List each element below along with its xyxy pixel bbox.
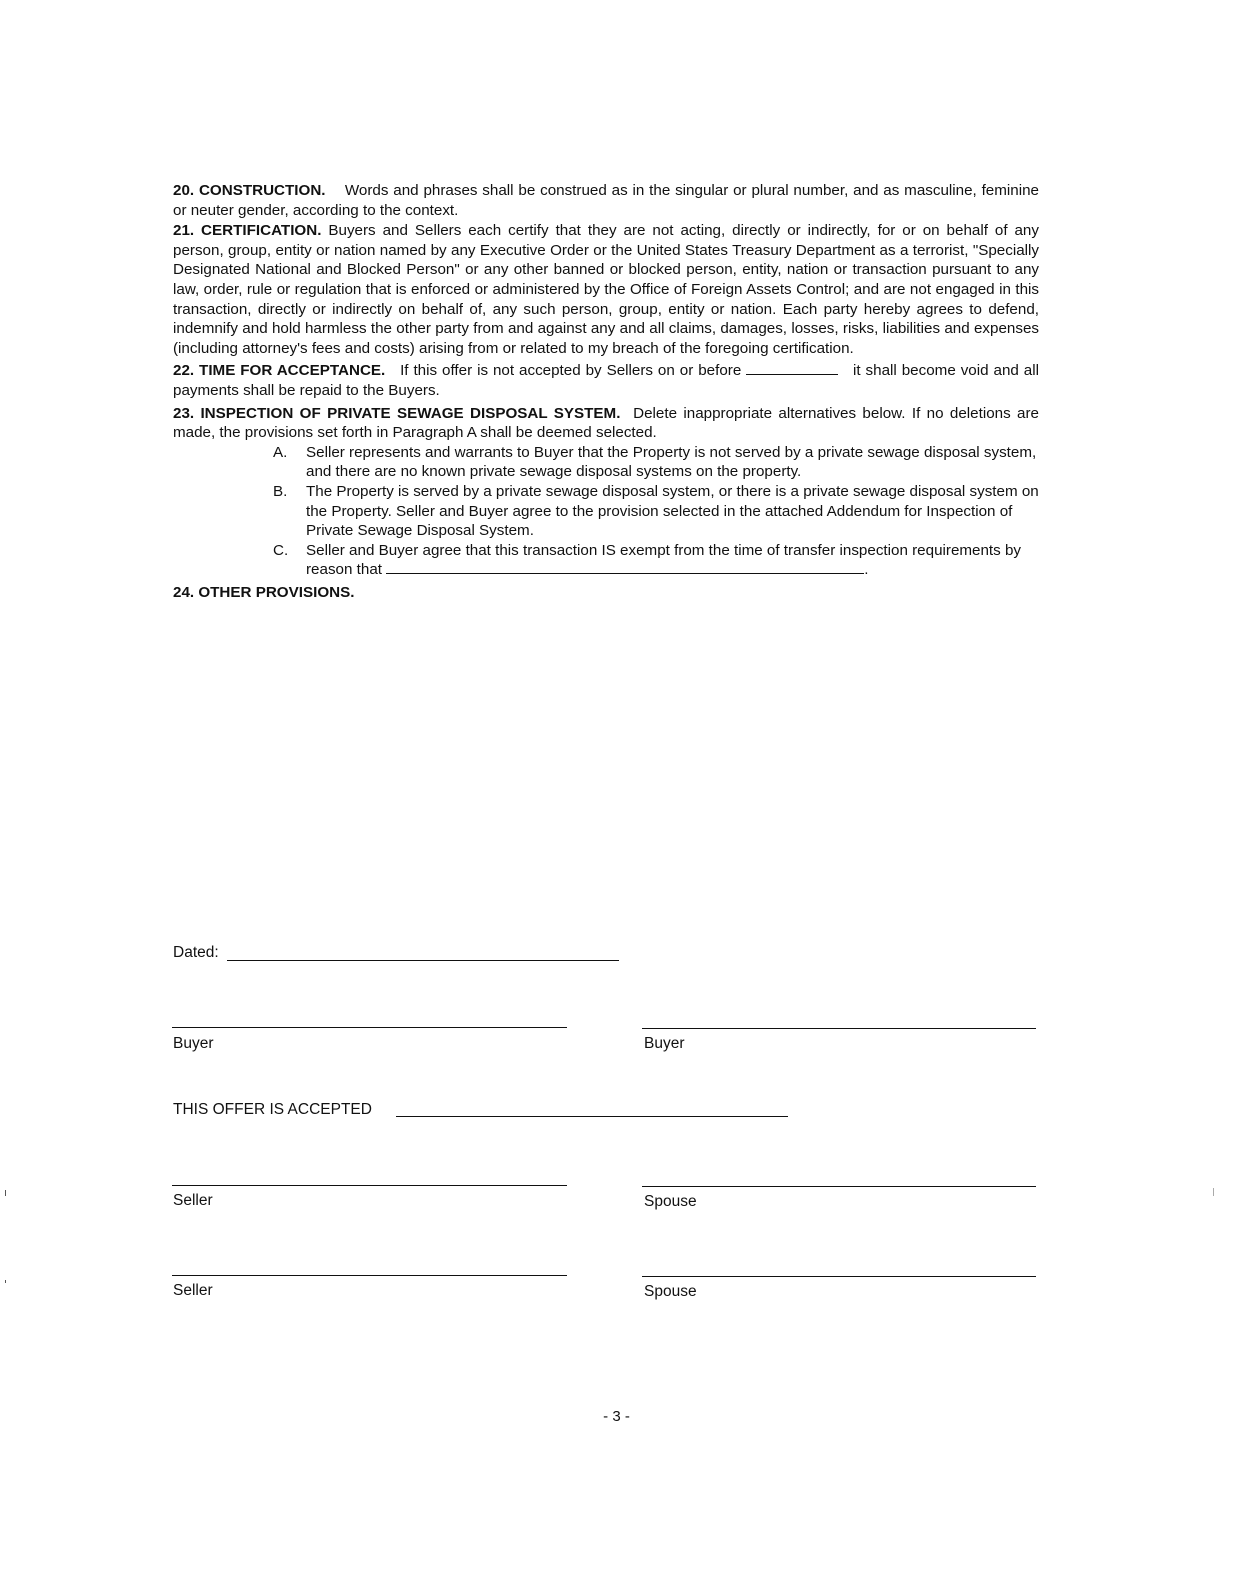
scan-artifact-left <box>5 1190 6 1196</box>
section-24 <box>173 583 1039 603</box>
dated-signature-line[interactable] <box>227 960 619 961</box>
seller-1-label: Seller <box>173 1192 213 1209</box>
seller-2-label: Seller <box>173 1282 213 1299</box>
section-22 <box>173 361 1039 400</box>
dated-label: Dated: <box>173 944 219 961</box>
section-20-text: Words and phrases shall be construed as in the singular or plural number, and as masculine, feminine or neuter gender, according to the context. <box>173 182 1039 219</box>
section-21 <box>173 221 1039 358</box>
contract-body <box>173 181 1039 602</box>
buyer-left-label: Buyer <box>173 1035 214 1052</box>
sewage-alternatives-list <box>173 443 1039 580</box>
sewage-alternative-c <box>273 541 1039 580</box>
sewage-alternative-b <box>273 482 1039 541</box>
alternative-letter: C. <box>273 541 289 559</box>
spouse-2-signature-line[interactable] <box>642 1276 1036 1277</box>
section-23 <box>173 404 1039 443</box>
buyer-right-signature-line[interactable] <box>642 1028 1036 1029</box>
exemption-reason-blank[interactable] <box>386 561 864 574</box>
alternative-c-content <box>306 541 1039 580</box>
seller-2-signature-line[interactable] <box>172 1275 567 1276</box>
section-22-text-before: If this offer is not accepted by Sellers on or before <box>400 362 742 380</box>
acceptance-date-blank[interactable] <box>746 362 838 375</box>
accepted-signature-line[interactable] <box>396 1116 788 1117</box>
dated-row <box>173 944 219 962</box>
section-22-text-after: it shall become void and all payments shall be repaid to the Buyers. <box>173 362 1039 399</box>
section-22-heading: 22. TIME FOR ACCEPTANCE. <box>173 362 386 380</box>
section-24-heading: 24. OTHER PROVISIONS. <box>173 583 355 601</box>
alternative-text: Seller and Buyer agree that this transaction IS exempt from the time of transfer inspection requirements by reason that <box>306 541 1022 579</box>
buyer-right-label: Buyer <box>644 1035 685 1052</box>
sewage-alternative-a <box>273 443 1039 482</box>
section-21-heading: 21. CERTIFICATION. <box>173 222 322 240</box>
spouse-1-label: Spouse <box>644 1193 697 1210</box>
page-number: - 3 - <box>603 1408 630 1425</box>
section-20-heading: 20. CONSTRUCTION. <box>173 182 326 199</box>
scan-artifact-left-lower <box>5 1280 6 1283</box>
section-23-text: Delete inappropriate alternatives below. If no deletions are made, the provisions set forth in Paragraph A shall be deemed selected. <box>173 404 1039 442</box>
spouse-1-signature-line[interactable] <box>642 1186 1036 1187</box>
alternative-letter: A. <box>273 443 288 461</box>
accepted-label: THIS OFFER IS ACCEPTED <box>173 1101 372 1118</box>
scan-artifact-right <box>1213 1188 1214 1196</box>
spouse-2-label: Spouse <box>644 1283 697 1300</box>
buyer-left-signature-line[interactable] <box>172 1027 567 1028</box>
section-20 <box>173 181 1039 220</box>
seller-1-signature-line[interactable] <box>172 1185 567 1186</box>
alternative-end: . <box>864 561 869 579</box>
alternative-text: Seller represents and warrants to Buyer that the Property is not served by a private sewage disposal system, and there are no known private sewage disposal systems on the property. <box>306 443 1037 481</box>
accepted-row <box>173 1101 372 1119</box>
section-23-heading: 23. INSPECTION OF PRIVATE SEWAGE DISPOSAL SYSTEM. <box>173 404 621 422</box>
alternative-text: The Property is served by a private sewage disposal system, or there is a private sewage disposal system on the Property. Seller and Buyer agree to the provision selected in the attached Addendum for Inspection of Private Sewage Disposal System. <box>306 482 1039 540</box>
alternative-letter: B. <box>273 482 288 500</box>
section-21-text: Buyers and Sellers each certify that they are not acting, directly or indirectly, for or on behalf of any person, group, entity or nation named by any Executive Order or the United States Treasury Department as a terrorist, "Specially Designated National and Blocked Person" or any other banned or blocked person, entity, nation or transaction pursuant to any law, order, rule or regulation that is enforced or administered by the Office of Foreign Assets Control; and are not engaged in this transaction, directly or indirectly on behalf of, any such person, group, entity or nation. Each party hereby agrees to defend, indemnify and hold harmless the other party from and against any and all claims, damages, losses, risks, liabilities and expenses (including attorney's fees and costs) arising from or related to my breach of the foregoing certification. <box>173 222 1039 357</box>
